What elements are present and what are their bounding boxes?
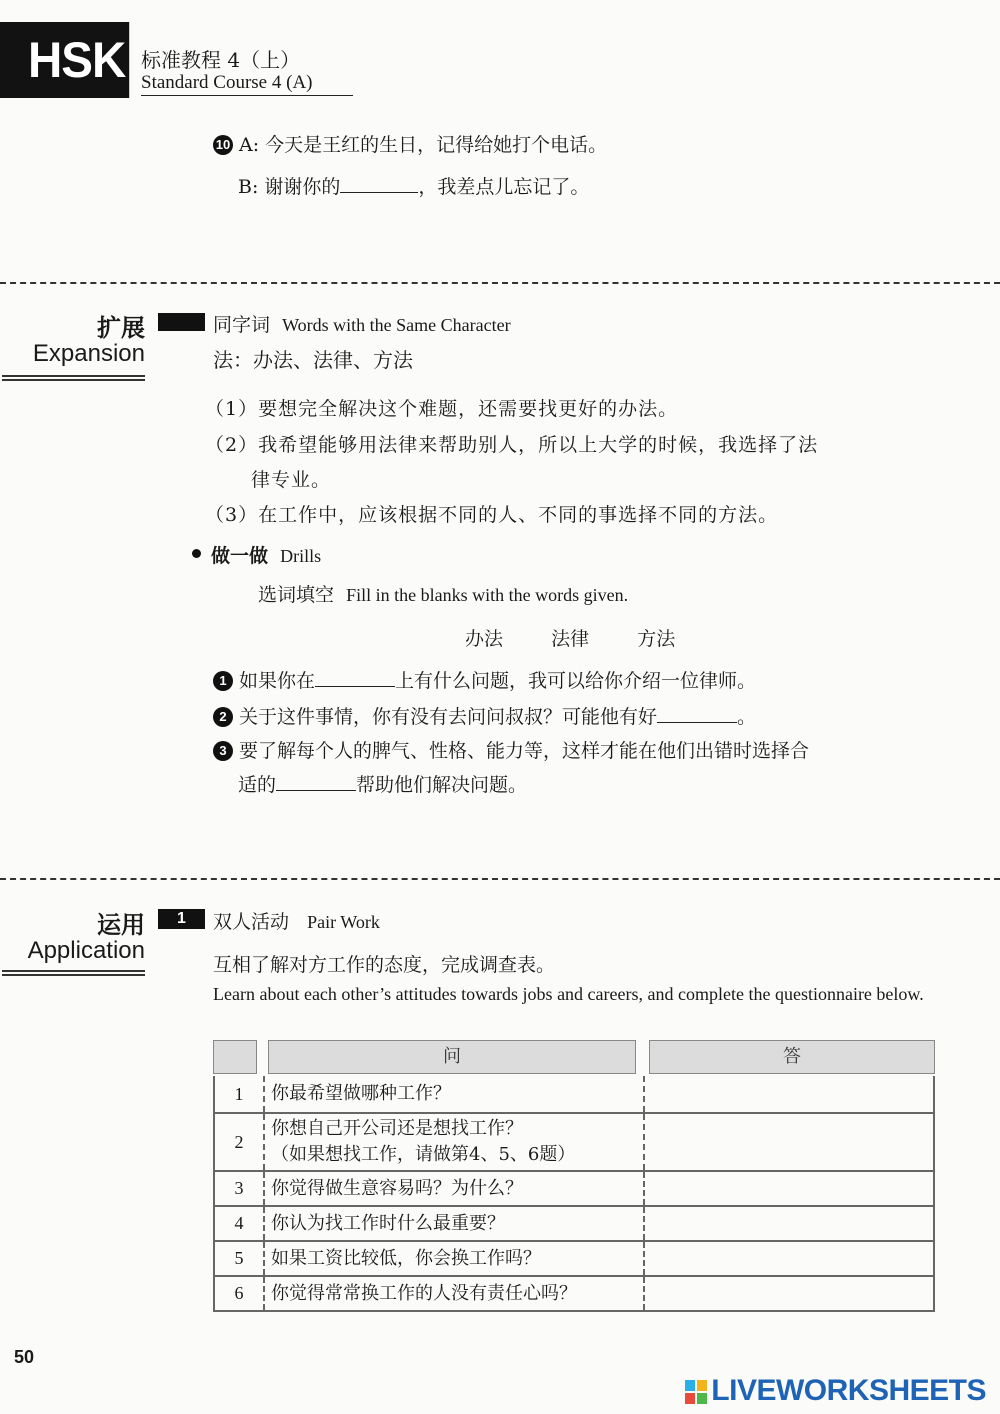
exercise-number-badge: 10 (213, 135, 233, 155)
row-number: 4 (215, 1207, 265, 1240)
questionnaire-table (213, 1040, 935, 1312)
row-number: 5 (215, 1242, 265, 1275)
word-bank-item: 办法 (465, 628, 504, 650)
section-divider (0, 282, 1000, 284)
header-number-cell (213, 1040, 257, 1074)
application-heading: 双人活动 Pair Work (213, 911, 380, 933)
expansion-label-cn: 扩展 (97, 313, 145, 342)
words-line: 法：办法、法律、方法 (213, 348, 413, 372)
table-row (213, 1172, 935, 1207)
row-question: 你认为找工作时什么最重要？ (263, 1207, 645, 1240)
word-bank-item: 法律 (551, 628, 590, 650)
application-label-rule (2, 970, 145, 976)
drill-question-2: 2 关于这件事情，你有没有去问问叔叔？可能他有好 。 (213, 702, 756, 729)
book-title-chinese: 标准教程 4（上） (141, 48, 301, 72)
header-question-cell: 问 (268, 1040, 636, 1074)
expansion-heading: 同字词 Words with the Same Character (213, 314, 511, 336)
page-number: 50 (14, 1347, 35, 1367)
drill-question-1: 1 如果你在 上有什么问题，我可以给你介绍一位律师。 (213, 666, 756, 693)
bullet-icon (192, 549, 201, 558)
answer-cell[interactable] (645, 1076, 933, 1112)
heading-marker-bar (158, 313, 205, 331)
exercise-10-line-a: 10 A: 今天是王红的生日，记得给她打个电话。 (213, 130, 607, 157)
drill-question-3: 3 要了解每个人的脾气、性格、能力等，这样才能在他们出错时选择合 (213, 736, 809, 763)
activity-number-badge: 1 (158, 909, 205, 929)
question-number-badge: 3 (213, 741, 233, 761)
application-instruction-cn: 互相了解对方工作的态度，完成调查表。 (213, 954, 556, 976)
table-row (213, 1207, 935, 1242)
liveworksheets-brand[interactable]: LIVEWORKSHEETS (685, 1374, 986, 1408)
table-row (213, 1277, 935, 1312)
row-number: 3 (215, 1172, 265, 1205)
row-number: 2 (215, 1114, 265, 1170)
drills-instruction: 选词填空 Fill in the blanks with the words given. (258, 584, 629, 606)
table-row (213, 1242, 935, 1277)
table-header-row (213, 1040, 935, 1076)
row-question: 你想自己开公司还是想找工作？ （如果想找工作，请做第4、5、6题） (263, 1114, 645, 1170)
row-number: 1 (215, 1076, 265, 1112)
header-underline (141, 95, 353, 96)
row-question: 你觉得做生意容易吗？为什么？ (263, 1172, 645, 1205)
application-label-cn: 运用 (97, 910, 145, 939)
answer-cell[interactable] (645, 1242, 933, 1275)
section-divider (0, 878, 1000, 880)
example-3: （3）在工作中，应该根据不同的人、不同的事选择不同的方法。 (205, 504, 779, 526)
expansion-label-en: Expansion (32, 340, 145, 367)
question-number-badge: 2 (213, 707, 233, 727)
table-row (213, 1114, 935, 1172)
word-bank-item: 方法 (637, 628, 676, 650)
row-question: 如果工资比较低，你会换工作吗？ (263, 1242, 645, 1275)
header-answer-cell: 答 (649, 1040, 935, 1074)
answer-cell[interactable] (645, 1277, 933, 1310)
liveworksheets-logo-icon (685, 1380, 707, 1404)
example-2-continued: 律专业。 (251, 469, 332, 491)
application-label-en: Application (27, 937, 145, 964)
row-number: 6 (215, 1277, 265, 1310)
blank-input[interactable] (657, 722, 737, 723)
question-number-badge: 1 (213, 671, 233, 691)
row-question: 你最希望做哪种工作？ (263, 1076, 645, 1112)
example-1: （1）要想完全解决这个难题，还需要找更好的办法。 (205, 398, 679, 420)
answer-cell[interactable] (645, 1114, 933, 1170)
exercise-10-line-b: B: 谢谢你的 ，我差点儿忘记了。 (238, 176, 590, 198)
hsk-logo: HSK (0, 22, 129, 98)
application-instruction-en: Learn about each other’s attitudes towards jobs and careers, and complete the questionnaire below. (213, 984, 924, 1004)
word-bank (465, 624, 675, 651)
row-question: 你觉得常常换工作的人没有责任心吗？ (263, 1277, 645, 1310)
table-row (213, 1076, 935, 1114)
answer-cell[interactable] (645, 1207, 933, 1240)
answer-cell[interactable] (645, 1172, 933, 1205)
drills-heading: 做一做 Drills (192, 541, 321, 568)
example-2: （2）我希望能够用法律来帮助别人，所以上大学的时候，我选择了法 (205, 434, 819, 456)
blank-input[interactable] (315, 686, 395, 687)
blank-input[interactable] (276, 790, 356, 791)
book-title-english: Standard Course 4 (A) (141, 72, 313, 93)
expansion-label-rule (2, 375, 145, 381)
drill-question-3-continued: 适的 帮助他们解决问题。 (238, 774, 528, 796)
blank-input[interactable] (340, 192, 418, 193)
